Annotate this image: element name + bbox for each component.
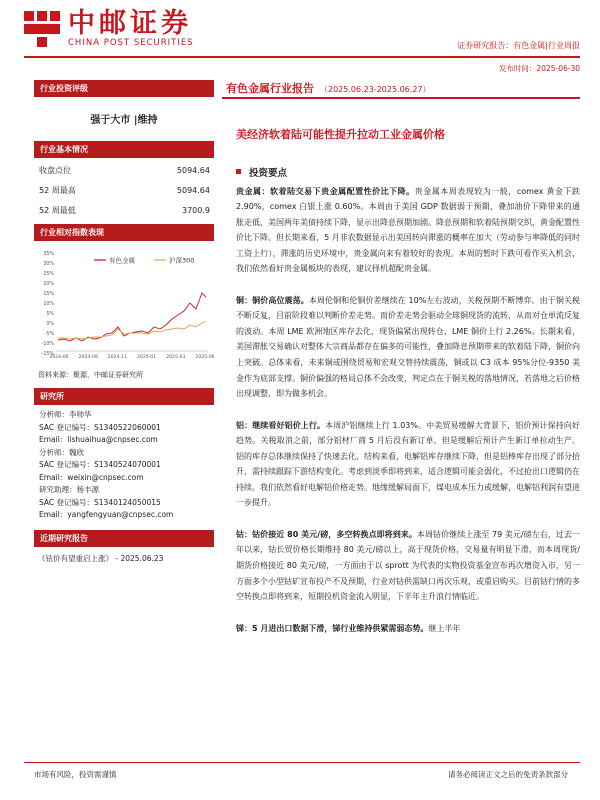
recent-report-link[interactable]: 《钴价有望重启上涨》 - 2025.06.23: [38, 553, 164, 563]
rating-header: 行业投资评级: [34, 80, 214, 97]
y-tick-label: 25%: [43, 271, 54, 277]
paragraph-body: 继上半年: [428, 623, 461, 633]
y-tick-label: 30%: [43, 261, 54, 267]
y-tick-label: 0%: [46, 321, 54, 327]
terms-disclaimer: 请务必阅读正文之后的免责条款部分: [448, 770, 568, 779]
x-tick-label: 2024-06: [49, 355, 69, 360]
y-tick-label: 20%: [43, 281, 54, 287]
paragraph-body: 本周伦铜和伦铜价差继续在 10%左右波动，关税预期不断博弈。由于铜关税不断反复，目前阶段难以判断价差走势。而价差走势会驱动全球铜现货的流转，从而对仓单流反复的波动。本周 LME 欧洲地区库存去化，现货偏紧出现转仓，LME 铜价上行 2.26%。长期来看，美国滞胀交易确认对整体大宗商品都存在偏多的可能性，叠加降息预期带来的软着陆下降，铜价向上突破。总体来看，未来铜或围绕贸易和宏观交替持续震荡，铜或以 C3 成本 95%分位-9350 美金作为底部支撑。铜价偏强的格局总体不会改变，判定点在于铜关税的落地情况，若落地之后价格出现调整，即为做多机会。: [236, 295, 580, 399]
report-title-bar: [222, 80, 580, 97]
paragraph-body: 贵金属本周表现较为一般，comex 黄金下跌 2.90%，comex 白银上涨 0.60%。本周由于美国 GDP 数据弱于预期，叠加油价下降带来的通胀走低，美国两年美债持续下降，显示出降息预期加剧。降息预期和软着陆预期交织，黄金配置性价比下降。但长期来看，5 月非农数据显示出美国转向滞涨的概率在加大（劳动参与率降低的同时工资上行），滞涨的历史环境中，贵金属向来有着较好的表现。本周的暂时下跌可看作买入机会，我们依然看好贵金属板块的表现，建议择机超配贵金属。: [236, 186, 580, 274]
paragraph-copper: [222, 293, 580, 402]
report-type: 证券研究报告：有色金属|行业周报: [457, 41, 580, 50]
basics-row: [34, 201, 214, 221]
report-period: （2025.06.23-2025.06.27）: [320, 85, 431, 94]
basics-key: 收盘点位: [39, 166, 71, 175]
rating-value: 强于大市 |维持: [90, 115, 158, 126]
y-tick-label: 10%: [43, 301, 54, 307]
basics-key: 52 周最高: [39, 186, 76, 195]
paragraph-lead: 锑：5 月进出口数据下滑，锑行业维持供紧需弱态势。: [236, 623, 429, 633]
legend-label-series-2: 沪深300: [169, 256, 195, 265]
paragraph-cobalt: [222, 527, 580, 605]
basics-header: 行业基本情况: [34, 141, 214, 158]
paragraph-lead: 铝：继续看好铝价上行。: [236, 420, 326, 430]
performance-chart: [34, 241, 214, 365]
chart-source: 资料来源：聚源，中邮证券研究所: [38, 371, 143, 379]
publish-date: 发布时间：2025-06-30: [498, 64, 580, 73]
series-line-csi300: [58, 321, 206, 339]
x-tick-label: 2024-09: [78, 355, 98, 360]
footer-divider: [24, 762, 580, 763]
paragraph-lead: 钴：钴价接近 80 美元/磅，多空转换点即将到来。: [236, 529, 417, 539]
basics-value: 3700.9: [182, 206, 210, 215]
analyst-list: [34, 405, 214, 530]
paragraph-precious-metals: [222, 184, 580, 277]
analyst-line: SAC 登记编号：S1340124050015: [39, 497, 161, 507]
basics-row: [34, 181, 214, 201]
analyst-line: SAC 登记编号：S1340522060001: [39, 422, 161, 432]
paragraph-antimony: [222, 621, 580, 637]
x-tick-label: 2025-03: [166, 355, 186, 360]
y-tick-label: -10%: [41, 341, 54, 347]
analyst-email[interactable]: Email：yangfengyuan@cnpsec.com: [39, 510, 174, 519]
y-tick-label: 35%: [43, 251, 54, 257]
x-tick-label: 2025-06: [195, 355, 214, 360]
analyst-line: 研究助理：杨丰源: [39, 485, 99, 494]
risk-disclaimer: 市场有风险，投资需谨慎: [34, 770, 117, 779]
series-line-nonferrous: [58, 293, 206, 341]
x-tick-label: 2024-11: [107, 355, 128, 360]
analyst-header: 研究所: [34, 388, 214, 405]
sidebar: [34, 80, 214, 570]
basics-table: [34, 158, 214, 224]
report-title: 有色金属行业报告: [226, 82, 314, 95]
main-content: [222, 80, 580, 636]
key-points-label: 投资要点: [249, 167, 288, 179]
logo-mark-icon: [24, 11, 60, 47]
paragraph-lead: 铜：铜价高位震荡。: [236, 295, 309, 305]
performance-chart-svg: [34, 241, 214, 365]
paragraph-body: 本周钴价继续上涨至 79 美元/磅左右，过去一年以来，钴长贸价格长期维持 80 美元/磅以上，高于现货价格，交易量有明显下滑，而本周现货/期货价格接近 80 美元/磅，一方面由于以 sprott 为代表的实物投资基金宣布再次增资入市，另一方面多个小型钴矿宣布投产不及预期，行业对钴供需缺口再次乐观，或重启购买。目前钴行情的多空转换点即将到来，短期投机资金流入明显，下半年主升浪行情临近。: [236, 529, 581, 602]
header-divider: [24, 56, 580, 58]
analyst-line: SAC 登记编号：S1340524070001: [39, 460, 161, 469]
y-tick-label: 15%: [43, 291, 54, 297]
recent-header: 近期研究报告: [34, 530, 214, 547]
paragraph-lead: 贵金属：软着陆交易下贵金属配置性价比下降。: [236, 186, 415, 196]
analyst-email[interactable]: Email：weixin@cnpsec.com: [39, 472, 144, 482]
performance-header: 行业相对指数表现: [34, 224, 214, 241]
report-headline: 美经济软着陆可能性提升拉动工业金属价格: [236, 127, 445, 141]
analyst-line: 分析师：李帅华: [39, 410, 92, 419]
y-tick-label: -15%: [41, 351, 54, 357]
key-points-header: [222, 165, 580, 182]
x-tick-label: 2025-01: [136, 355, 157, 360]
bullet-square-icon: [236, 169, 241, 174]
analyst-line: 分析师：魏欣: [39, 447, 84, 457]
paragraph-aluminum: [222, 418, 580, 511]
brand-name-cn: 中邮证券: [68, 7, 192, 39]
y-tick-label: 5%: [46, 311, 54, 317]
y-tick-label: -5%: [44, 331, 54, 337]
basics-value: 5094.64: [176, 166, 210, 175]
basics-key: 52 周最低: [39, 206, 76, 215]
paragraph-body: 本周沪铝继续上行 1.03%。中美贸易缓解大背景下，铝价预计保持向好趋势。关税取消之前，部分铝材厂商 5 月后没有新订单，但是缓解后预计产生新订单拉动生产。铝的库存总体继续保持了快速去化，结构来看，电解铝库存继续下降，但是铝棒库存出现了部分抬升，需持续跟踪下游结构变化。考虑到淡季即将到来，适合逻辑可能会弱化，不过抢出口逻辑仍在持续。我们依然看好电解铝价格走势。地缘缓解局面下，煤电成本压力或缓解，电解铝利润有望进一步提升。: [236, 420, 580, 508]
brand-name-en: CHINA POST SECURITIES: [68, 37, 194, 48]
basics-value: 5094.64: [176, 186, 210, 195]
brand-logo: [24, 6, 194, 52]
basics-row: [34, 161, 214, 181]
legend-label-series-1: 有色金属: [109, 256, 135, 265]
analyst-email[interactable]: Email：lishuaihua@cnpsec.com: [39, 435, 158, 444]
